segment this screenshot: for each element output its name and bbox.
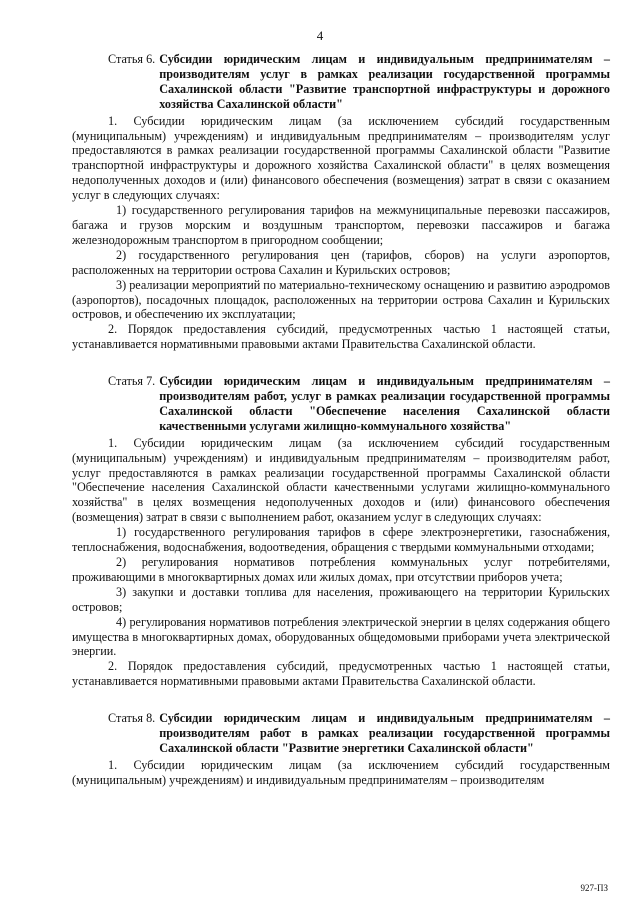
article-6 (72, 52, 610, 352)
article-title: Субсидии юридическим лицам и индивидуальным предпринимателям – производителям работ в рамках реализации государственной программы Сахалинской области "Развитие энергетики Сахалинской области" (159, 711, 610, 755)
paragraph: 2) регулирования нормативов потребления коммунальных услуг потребителями, проживающими в многоквартирных домах или жилых домах, при отсутствии приборов учета; (72, 555, 610, 584)
document-body (72, 52, 610, 788)
paragraph: 2. Порядок предоставления субсидий, предусмотренных частью 1 настоящей статьи, устанавливается нормативными правовыми актами Правительства Сахалинской области. (72, 322, 610, 352)
paragraph: 1) государственного регулирования тарифов на межмуниципальные перевозки пассажиров, багажа и грузов морским и воздушным транспортом, перевозки пассажиров и багажа железнодорожным транспортом в пригородном сообщении; (72, 203, 610, 247)
article-8 (72, 711, 610, 788)
paragraph: 3) реализации мероприятий по материально-техническому оснащению и развитию аэродромов (аэропортов), посадочных площадок, расположенных на территории острова Сахалин и Курильских островов, и обеспечению их эксплуатации; (72, 277, 610, 322)
article-7 (72, 374, 610, 689)
paragraph: 1) государственного регулирования тарифов в сфере электроэнергетики, газоснабжения, теплоснабжения, водоснабжения, водоотведения, обращения с твердыми коммунальными отходами; (72, 525, 610, 555)
article-title: Субсидии юридическим лицам и индивидуальным предпринимателям – производителям услуг в рамках реализации государственной программы Сахалинской области "Развитие транспортной инфраструктуры и дорожного хозяйства Сахалинской области" (159, 52, 610, 111)
paragraph: 3) закупки и доставки топлива для населения, проживающего на территории Курильских островов; (72, 584, 610, 614)
paragraph: 2. Порядок предоставления субсидий, предусмотренных частью 1 настоящей статьи, устанавливается нормативными правовыми актами Правительства Сахалинской области. (72, 659, 610, 689)
article-heading (72, 374, 610, 434)
paragraph: 4) регулирования нормативов потребления электрической энергии в целях содержания общего имущества в многоквартирных домах, оборудованных общедомовыми приборами учета электрической энергии. (72, 614, 610, 659)
article-title: Субсидии юридическим лицам и индивидуальным предпринимателям – производителям работ, услуг в рамках реализации государственной программы Сахалинской области "Обеспечение населения Сахалинской области качественными услугами жилищно-коммунального хозяйства" (159, 374, 610, 433)
article-heading (72, 711, 610, 756)
page-number: 4 (316, 28, 324, 43)
article-label: Статья 6. (108, 52, 156, 66)
article-label: Статья 8. (108, 711, 156, 726)
article-heading (72, 52, 610, 112)
paragraph: 1. Субсидии юридическим лицам (за исключением субсидий государственным (муниципальным) учреждениям) и индивидуальным предпринимателям – производителям услуг предоставляются в рамках реализации государственной программы Сахалинской области "Развитие транспортной инфраструктуры и дорожного хозяйства Сахалинской области" в целях возмещения недополученных доходов и (или) финансового обеспечения (возмещения) затрат в связи с оказанием услуг в следующих случаях: (72, 113, 610, 203)
paragraph: 1. Субсидии юридическим лицам (за исключением субсидий государственным (муниципальным) учреждениям) и индивидуальным предпринимателям – производителям (72, 757, 610, 787)
paragraph: 1. Субсидии юридическим лицам (за исключением субсидий государственным (муниципальным) учреждениям) и индивидуальным предпринимателям – производителям работ, услуг предоставляются в рамках реализации государственной программы Сахалинской области "Обеспечение населения Сахалинской области качественными услугами жилищно-коммунального хозяйства" в целях возмещения недополученных доходов и (или) финансового обеспечения (возмещения) затрат в связи с выполнением работ, оказанием услуг в следующих случаях: (72, 435, 610, 525)
document-code: 927-ПЗ (580, 883, 608, 893)
article-label: Статья 7. (108, 374, 156, 389)
paragraph: 2) государственного регулирования цен (тарифов, сборов) на услуги аэропортов, расположенных на территории острова Сахалин и Курильских островов; (72, 247, 610, 277)
